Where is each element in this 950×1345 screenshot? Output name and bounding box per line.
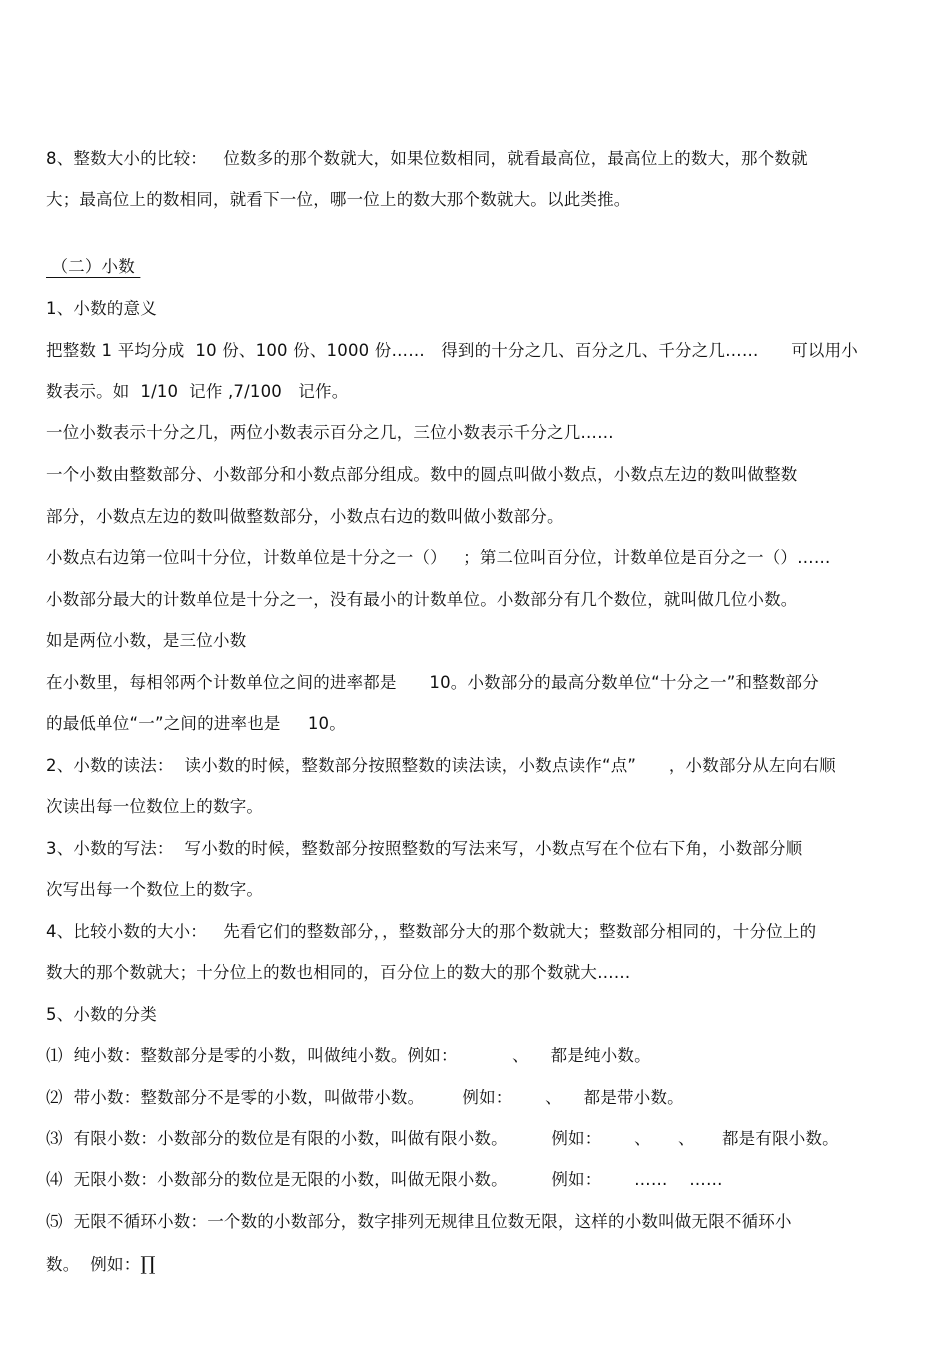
decimal-meaning-p1-line-2: 数表示。如 1/10 记作 ,7/100 记作。 (46, 382, 349, 401)
integer-comparison-line-1: 8、整数大小的比较： 位数多的那个数就大，如果位数相同，就看最高位，最高位上的数大，那个数就 (46, 149, 808, 168)
decimal-meaning-p4: 小数点右边第一位叫十分位，计数单位是十分之一（） ；第二位叫百分位，计数单位是百分之一（）…… (46, 548, 831, 567)
pi-symbol: ∏ (140, 1253, 156, 1275)
decimal-comparing-line-2: 数大的那个数就大；十分位上的数也相同的，百分位上的数大的那个数就大…… (46, 963, 631, 982)
non-repeating-example-label: 数。 例如： (46, 1255, 141, 1274)
classification-item-infinite-decimal: ⑷ 无限小数：小数部分的数位是无限的小数，叫做无限小数。 例如： …… …… (46, 1170, 723, 1189)
decimal-meaning-title: 1、小数的意义 (46, 299, 157, 318)
section-heading-decimals: （二）小数 (46, 257, 141, 276)
decimal-writing-line-2: 次写出每一个数位上的数字。 (46, 880, 264, 899)
integer-comparison-line-2: 大；最高位上的数相同，就看下一位，哪一位上的数大那个数就大。以此类推。 (46, 190, 631, 209)
decimal-meaning-p7-line-2: 的最低单位“一”之间的进率也是 10。 (46, 714, 346, 733)
decimal-meaning-p3-line-2: 部分，小数点左边的数叫做整数部分，小数点右边的数叫做小数部分。 (46, 507, 564, 526)
decimal-comparing-line-1: 4、比较小数的大小： 先看它们的整数部分，，整数部分大的那个数就大；整数部分相同的，十分位上的 (46, 922, 817, 941)
decimal-reading-line-1: 2、小数的读法： 读小数的时候，整数部分按照整数的读法读，小数点读作“点” ，小数部分从左向右顺 (46, 756, 836, 775)
decimal-meaning-p3-line-1: 一个小数由整数部分、小数部分和小数点部分组成。数中的圆点叫做小数点，小数点左边的数叫做整数 (46, 465, 798, 484)
classification-item-pure-decimal: ⑴ 纯小数：整数部分是零的小数，叫做纯小数。例如： 、 都是纯小数。 (46, 1046, 651, 1065)
decimal-reading-line-2: 次读出每一位数位上的数字。 (46, 797, 264, 816)
classification-item-finite-decimal: ⑶ 有限小数：小数部分的数位是有限的小数，叫做有限小数。 例如： 、 、 都是有限小数。 (46, 1129, 839, 1148)
decimal-classification-title: 5、小数的分类 (46, 1005, 157, 1024)
decimal-meaning-p6: 如是两位小数，是三位小数 (46, 631, 247, 650)
decimal-meaning-p5: 小数部分最大的计数单位是十分之一，没有最小的计数单位。小数部分有几个数位，就叫做几位小数。 (46, 590, 798, 609)
decimal-meaning-p1-line-1: 把整数 1 平均分成 10 份、100 份、1000 份…… 得到的十分之几、百分之几、千分之几…… 可以用小 (46, 341, 858, 360)
classification-item-non-repeating-line-1: ⑸ 无限不循环小数：一个数的小数部分，数字排列无规律且位数无限，这样的小数叫做无限不循环小 (46, 1212, 792, 1231)
decimal-meaning-p2: 一位小数表示十分之几，两位小数表示百分之几，三位小数表示千分之几…… (46, 423, 614, 442)
decimal-meaning-p7-line-1: 在小数里，每相邻两个计数单位之间的进率都是 10。小数部分的最高分数单位“十分之一”和整数部分 (46, 673, 819, 692)
decimal-writing-line-1: 3、小数的写法： 写小数的时候，整数部分按照整数的写法来写，小数点写在个位右下角，小数部分顺 (46, 839, 803, 858)
classification-item-mixed-decimal: ⑵ 带小数：整数部分不是零的小数，叫做带小数。 例如： 、 都是带小数。 (46, 1088, 684, 1107)
classification-item-non-repeating-line-2 (46, 1253, 156, 1276)
